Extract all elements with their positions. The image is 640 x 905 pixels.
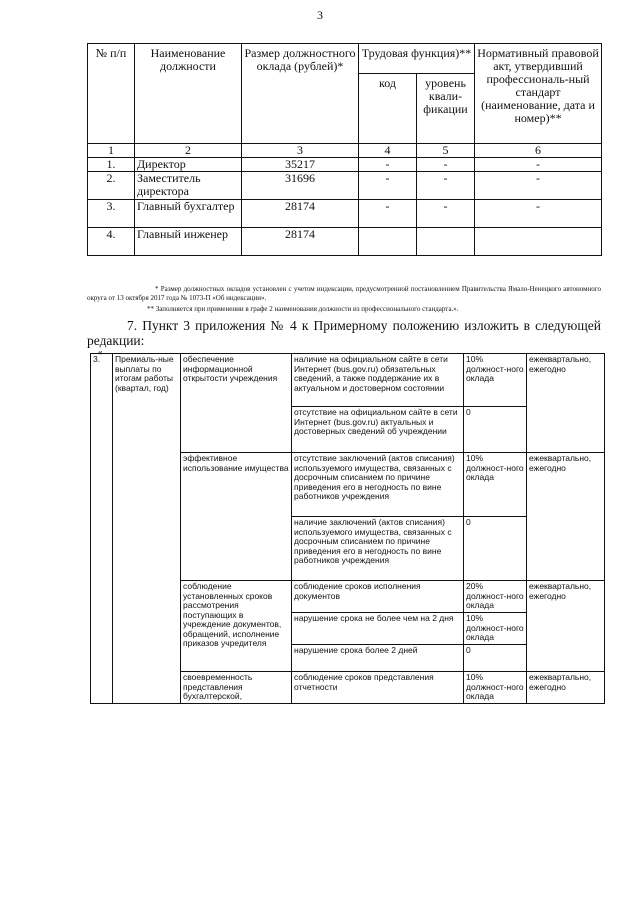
salary-value: 35217 <box>242 158 359 172</box>
criterion: соблюдение установленных сроков рассмотрения поступающих в учреждение документов, обращений, исполнение приказов учредителя <box>181 581 292 672</box>
amount: 10% должност-ного оклада <box>464 613 527 645</box>
amendment-text: 7. Пункт 3 приложения № 4 к Примерному положению изложить в следующей редакции: <box>87 318 601 348</box>
page-number: 3 <box>317 8 323 22</box>
amount: 10% должност-ного оклада <box>464 354 527 407</box>
amount: 0 <box>464 645 527 672</box>
criterion: своевременность представления бухгалтерской, <box>181 672 292 704</box>
act-value <box>475 228 602 256</box>
condition: соблюдение сроков исполнения документов <box>292 581 464 613</box>
payment-type: Премиаль-ные выплаты по итогам работы (квартал, год) <box>113 354 181 704</box>
condition: соблюдение сроков представления отчетности <box>292 672 464 704</box>
table-row <box>88 158 602 172</box>
amount: 20% должност-ного оклада <box>464 581 527 613</box>
col-number: 2 <box>135 144 242 158</box>
amount: 0 <box>464 517 527 581</box>
salary-value: 28174 <box>242 228 359 256</box>
level-value: - <box>417 172 475 200</box>
condition: наличие на официальном сайте в сети Интернет (bus.gov.ru) обязательных сведений, а также поддержание их в актуальном и достоверном состоянии <box>292 354 464 407</box>
condition: нарушение срока не более чем на 2 дня <box>292 613 464 645</box>
header-level: уровень квали-фикации <box>417 74 475 144</box>
header-function: Трудовая функция)** <box>359 44 475 74</box>
item-number: 3. <box>91 354 113 704</box>
amount: 10% должност-ного оклада <box>464 672 527 704</box>
row-number: 3. <box>88 200 135 228</box>
level-value <box>417 228 475 256</box>
col-number: 3 <box>242 144 359 158</box>
act-value: - <box>475 158 602 172</box>
row-number: 2. <box>88 172 135 200</box>
header-num: № п/п <box>88 44 135 144</box>
col-number: 5 <box>417 144 475 158</box>
col-number: 6 <box>475 144 602 158</box>
header-salary: Размер должностного оклада (рублей)* <box>242 44 359 144</box>
level-value: - <box>417 158 475 172</box>
period: ежеквартально, ежегодно <box>527 453 605 581</box>
salary-table <box>87 43 602 256</box>
position-name: Директор <box>135 158 242 172</box>
criterion: эффективное использование имущества <box>181 453 292 581</box>
table-row <box>88 200 602 228</box>
row-number: 4. <box>88 228 135 256</box>
table-row <box>88 228 602 256</box>
header-position: Наименование должности <box>135 44 242 144</box>
condition: отсутствие на официальном сайте в сети Интернет (bus.gov.ru) актуальных и достоверных сведений об учреждении <box>292 407 464 453</box>
header-code: код <box>359 74 417 144</box>
code-value: - <box>359 158 417 172</box>
condition: отсутствие заключений (актов списания) используемого имущества, связанных с досрочным списанием по причине приведения его в негодность по вине работников учреждения <box>292 453 464 517</box>
code-value: - <box>359 172 417 200</box>
amount: 10% должност-ного оклада <box>464 453 527 517</box>
col-number: 1 <box>88 144 135 158</box>
bonus-table <box>90 353 605 704</box>
position-name: Заместитель директора <box>135 172 242 200</box>
opening-quote: « <box>98 347 103 357</box>
criterion: обеспечение информационной открытости учреждения <box>181 354 292 453</box>
footnote-1: * Размер должностных окладов установлен с учетом индексации, предусмотренной постановлением Правительства Ямало-Ненецкого автономного округа от 13 октября 2017 года № 1073-П «Об индексации». <box>87 285 601 302</box>
header-act: Нормативный правовой акт, утвердивший профессиональ-ный стандарт (наименование, дата и номер)** <box>475 44 602 144</box>
act-value: - <box>475 200 602 228</box>
condition: нарушение срока более 2 дней <box>292 645 464 672</box>
table-row <box>88 172 602 200</box>
period: ежеквартально, ежегодно <box>527 672 605 704</box>
footnote-2: ** Заполняется при применении в графе 2 наименования должности из профессионального стандарта.». <box>147 305 459 313</box>
salary-value: 28174 <box>242 200 359 228</box>
act-value: - <box>475 172 602 200</box>
position-name: Главный бухгалтер <box>135 200 242 228</box>
period: ежеквартально, ежегодно <box>527 581 605 672</box>
code-value <box>359 228 417 256</box>
position-name: Главный инженер <box>135 228 242 256</box>
table-row <box>91 354 605 407</box>
level-value: - <box>417 200 475 228</box>
amount: 0 <box>464 407 527 453</box>
period: ежеквартально, ежегодно <box>527 354 605 453</box>
condition: наличие заключений (актов списания) используемого имущества, связанных с досрочным списанием по причине приведения его в негодность по вине работников учреждения <box>292 517 464 581</box>
code-value: - <box>359 200 417 228</box>
row-number: 1. <box>88 158 135 172</box>
col-number: 4 <box>359 144 417 158</box>
salary-value: 31696 <box>242 172 359 200</box>
